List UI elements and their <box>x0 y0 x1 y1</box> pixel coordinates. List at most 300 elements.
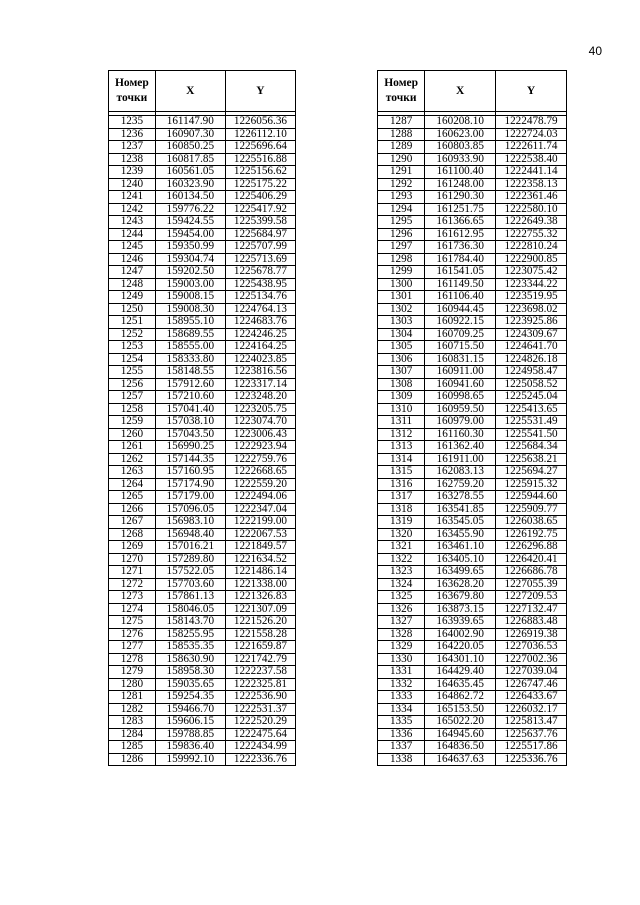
table-row <box>109 153 296 166</box>
x-value-cell: 163461.10 <box>425 541 496 554</box>
point-number-cell: 1278 <box>109 653 156 666</box>
y-value-cell: 1222611.74 <box>496 141 567 154</box>
table-row <box>109 541 296 554</box>
table-row <box>378 241 567 254</box>
point-number-cell: 1243 <box>109 216 156 229</box>
x-value-cell: 164862.72 <box>425 691 496 704</box>
x-value-cell: 161149.50 <box>425 278 496 291</box>
x-value-cell: 157160.95 <box>155 466 225 479</box>
point-number-cell: 1267 <box>109 516 156 529</box>
point-number-cell: 1293 <box>378 191 425 204</box>
x-value-cell: 161106.40 <box>425 291 496 304</box>
x-value-cell: 160803.85 <box>425 141 496 154</box>
y-value-cell: 1225707.99 <box>225 241 295 254</box>
table-row <box>378 603 567 616</box>
table-row <box>109 666 296 679</box>
x-value-cell: 158046.05 <box>155 603 225 616</box>
table-row <box>109 441 296 454</box>
point-number-cell: 1252 <box>109 328 156 341</box>
y-value-cell: 1225058.52 <box>496 378 567 391</box>
y-value-cell: 1225336.76 <box>496 753 567 766</box>
y-value-cell: 1223519.95 <box>496 291 567 304</box>
point-number-cell: 1284 <box>109 728 156 741</box>
table-row <box>109 266 296 279</box>
table-header-row <box>378 71 567 112</box>
y-value-cell: 1222067.53 <box>225 528 295 541</box>
x-value-cell: 158555.00 <box>155 341 225 354</box>
table-row <box>378 441 567 454</box>
table-row <box>109 278 296 291</box>
y-value-cell: 1226192.75 <box>496 528 567 541</box>
x-value-cell: 157016.21 <box>155 541 225 554</box>
y-value-cell: 1221659.87 <box>225 641 295 654</box>
point-number-cell: 1306 <box>378 353 425 366</box>
point-number-cell: 1333 <box>378 691 425 704</box>
header-x: X <box>425 71 496 112</box>
table-row <box>378 428 567 441</box>
table-row <box>378 516 567 529</box>
x-value-cell: 160998.65 <box>425 391 496 404</box>
table-row <box>378 141 567 154</box>
table-row <box>109 478 296 491</box>
x-value-cell: 161366.65 <box>425 216 496 229</box>
y-value-cell: 1222649.38 <box>496 216 567 229</box>
point-number-cell: 1272 <box>109 578 156 591</box>
x-value-cell: 158958.30 <box>155 666 225 679</box>
point-number-cell: 1276 <box>109 628 156 641</box>
y-value-cell: 1222336.76 <box>225 753 295 766</box>
table-row <box>109 753 296 766</box>
x-value-cell: 157041.40 <box>155 403 225 416</box>
point-number-cell: 1301 <box>378 291 425 304</box>
x-value-cell: 163541.85 <box>425 503 496 516</box>
table-row <box>109 228 296 241</box>
y-value-cell: 1226420.41 <box>496 553 567 566</box>
x-value-cell: 157038.10 <box>155 416 225 429</box>
point-number-cell: 1302 <box>378 303 425 316</box>
point-number-cell: 1241 <box>109 191 156 204</box>
x-value-cell: 160941.60 <box>425 378 496 391</box>
point-number-cell: 1261 <box>109 441 156 454</box>
table-row <box>109 691 296 704</box>
point-number-cell: 1290 <box>378 153 425 166</box>
x-value-cell: 160922.15 <box>425 316 496 329</box>
x-value-cell: 159776.22 <box>155 203 225 216</box>
table-row <box>378 566 567 579</box>
y-value-cell: 1222520.29 <box>225 716 295 729</box>
y-value-cell: 1222478.79 <box>496 116 567 129</box>
x-value-cell: 159992.10 <box>155 753 225 766</box>
table-row <box>378 278 567 291</box>
table-row <box>378 578 567 591</box>
table-row <box>378 478 567 491</box>
y-value-cell: 1222755.32 <box>496 228 567 241</box>
point-number-cell: 1335 <box>378 716 425 729</box>
x-value-cell: 162759.20 <box>425 478 496 491</box>
header-y: Y <box>496 71 567 112</box>
y-value-cell: 1222361.46 <box>496 191 567 204</box>
table-row <box>378 316 567 329</box>
table-row <box>378 291 567 304</box>
point-number-cell: 1266 <box>109 503 156 516</box>
y-value-cell: 1225541.50 <box>496 428 567 441</box>
point-number-cell: 1240 <box>109 178 156 191</box>
y-value-cell: 1221849.57 <box>225 541 295 554</box>
point-number-cell: 1307 <box>378 366 425 379</box>
point-number-cell: 1304 <box>378 328 425 341</box>
y-value-cell: 1221338.00 <box>225 578 295 591</box>
x-value-cell: 160850.25 <box>155 141 225 154</box>
x-value-cell: 163405.10 <box>425 553 496 566</box>
point-number-cell: 1298 <box>378 253 425 266</box>
table-row <box>109 241 296 254</box>
y-value-cell: 1222923.94 <box>225 441 295 454</box>
point-number-cell: 1300 <box>378 278 425 291</box>
y-value-cell: 1221742.79 <box>225 653 295 666</box>
x-value-cell: 160623.00 <box>425 128 496 141</box>
x-value-cell: 164945.60 <box>425 728 496 741</box>
point-number-cell: 1329 <box>378 641 425 654</box>
x-value-cell: 165022.20 <box>425 716 496 729</box>
table-row <box>378 266 567 279</box>
point-number-cell: 1315 <box>378 466 425 479</box>
table-row <box>378 303 567 316</box>
table-row <box>378 741 567 754</box>
x-value-cell: 165153.50 <box>425 703 496 716</box>
point-number-cell: 1291 <box>378 166 425 179</box>
table-row <box>378 541 567 554</box>
table-row <box>109 303 296 316</box>
y-value-cell: 1225245.04 <box>496 391 567 404</box>
point-number-cell: 1236 <box>109 128 156 141</box>
y-value-cell: 1225909.77 <box>496 503 567 516</box>
x-value-cell: 158630.90 <box>155 653 225 666</box>
point-number-cell: 1295 <box>378 216 425 229</box>
x-value-cell: 163628.20 <box>425 578 496 591</box>
y-value-cell: 1225944.60 <box>496 491 567 504</box>
table-row <box>109 528 296 541</box>
table-row <box>109 591 296 604</box>
table-row <box>109 728 296 741</box>
y-value-cell: 1225637.76 <box>496 728 567 741</box>
y-value-cell: 1225134.76 <box>225 291 295 304</box>
x-value-cell: 157043.50 <box>155 428 225 441</box>
table-row <box>109 403 296 416</box>
point-number-cell: 1245 <box>109 241 156 254</box>
y-value-cell: 1221486.14 <box>225 566 295 579</box>
point-number-cell: 1259 <box>109 416 156 429</box>
y-value-cell: 1222900.85 <box>496 253 567 266</box>
y-value-cell: 1221326.83 <box>225 591 295 604</box>
x-value-cell: 157179.00 <box>155 491 225 504</box>
x-value-cell: 159788.85 <box>155 728 225 741</box>
y-value-cell: 1223698.02 <box>496 303 567 316</box>
x-value-cell: 164836.50 <box>425 741 496 754</box>
y-value-cell: 1221558.28 <box>225 628 295 641</box>
y-value-cell: 1222441.14 <box>496 166 567 179</box>
point-number-cell: 1338 <box>378 753 425 766</box>
y-value-cell: 1223248.20 <box>225 391 295 404</box>
x-value-cell: 158143.70 <box>155 616 225 629</box>
table-row <box>109 603 296 616</box>
x-value-cell: 160561.05 <box>155 166 225 179</box>
x-value-cell: 160817.85 <box>155 153 225 166</box>
y-value-cell: 1224246.25 <box>225 328 295 341</box>
x-value-cell: 161541.05 <box>425 266 496 279</box>
y-value-cell: 1227039.04 <box>496 666 567 679</box>
point-number-cell: 1314 <box>378 453 425 466</box>
x-value-cell: 163455.90 <box>425 528 496 541</box>
table-row <box>109 353 296 366</box>
x-value-cell: 157861.13 <box>155 591 225 604</box>
y-value-cell: 1222559.20 <box>225 478 295 491</box>
x-value-cell: 163873.15 <box>425 603 496 616</box>
point-number-cell: 1262 <box>109 453 156 466</box>
table-row <box>109 578 296 591</box>
table-row <box>378 378 567 391</box>
point-number-cell: 1279 <box>109 666 156 679</box>
point-number-cell: 1260 <box>109 428 156 441</box>
x-value-cell: 160959.50 <box>425 403 496 416</box>
x-value-cell: 160323.90 <box>155 178 225 191</box>
point-number-cell: 1288 <box>378 128 425 141</box>
x-value-cell: 161251.75 <box>425 203 496 216</box>
point-number-cell: 1264 <box>109 478 156 491</box>
table-row <box>109 716 296 729</box>
y-value-cell: 1226883.48 <box>496 616 567 629</box>
table-row <box>109 741 296 754</box>
table-row <box>378 691 567 704</box>
x-value-cell: 156983.10 <box>155 516 225 529</box>
point-number-cell: 1317 <box>378 491 425 504</box>
point-number-cell: 1323 <box>378 566 425 579</box>
x-value-cell: 159606.15 <box>155 716 225 729</box>
x-value-cell: 159424.55 <box>155 216 225 229</box>
y-value-cell: 1225399.58 <box>225 216 295 229</box>
point-number-cell: 1274 <box>109 603 156 616</box>
y-value-cell: 1222475.64 <box>225 728 295 741</box>
table-row <box>378 453 567 466</box>
point-number-cell: 1310 <box>378 403 425 416</box>
point-number-cell: 1292 <box>378 178 425 191</box>
point-number-cell: 1277 <box>109 641 156 654</box>
table-row <box>378 391 567 404</box>
point-number-cell: 1256 <box>109 378 156 391</box>
table-row <box>378 703 567 716</box>
y-value-cell: 1222538.40 <box>496 153 567 166</box>
point-number-cell: 1296 <box>378 228 425 241</box>
y-value-cell: 1223344.22 <box>496 278 567 291</box>
y-value-cell: 1224164.25 <box>225 341 295 354</box>
y-value-cell: 1226747.46 <box>496 678 567 691</box>
y-value-cell: 1223205.75 <box>225 403 295 416</box>
x-value-cell: 160709.25 <box>425 328 496 341</box>
y-value-cell: 1225915.32 <box>496 478 567 491</box>
point-number-cell: 1294 <box>378 203 425 216</box>
point-number-cell: 1285 <box>109 741 156 754</box>
y-value-cell: 1224958.47 <box>496 366 567 379</box>
x-value-cell: 161612.95 <box>425 228 496 241</box>
table-row <box>378 253 567 266</box>
header-x: X <box>155 71 225 112</box>
x-value-cell: 160911.00 <box>425 366 496 379</box>
y-value-cell: 1221634.52 <box>225 553 295 566</box>
table-row <box>378 228 567 241</box>
point-number-cell: 1337 <box>378 741 425 754</box>
point-number-cell: 1326 <box>378 603 425 616</box>
point-number-cell: 1281 <box>109 691 156 704</box>
point-number-cell: 1265 <box>109 491 156 504</box>
table-row <box>378 641 567 654</box>
y-value-cell: 1224023.85 <box>225 353 295 366</box>
x-value-cell: 159254.35 <box>155 691 225 704</box>
table-row <box>109 366 296 379</box>
y-value-cell: 1225175.22 <box>225 178 295 191</box>
x-value-cell: 164002.90 <box>425 628 496 641</box>
point-number-cell: 1253 <box>109 341 156 354</box>
x-value-cell: 162083.13 <box>425 466 496 479</box>
x-value-cell: 157144.35 <box>155 453 225 466</box>
x-value-cell: 161362.40 <box>425 441 496 454</box>
x-value-cell: 161784.40 <box>425 253 496 266</box>
table-row <box>378 653 567 666</box>
table-row <box>109 553 296 566</box>
y-value-cell: 1225696.64 <box>225 141 295 154</box>
header-point-number: Номер точки <box>109 71 156 112</box>
table-row <box>109 191 296 204</box>
x-value-cell: 157703.60 <box>155 578 225 591</box>
y-value-cell: 1226686.78 <box>496 566 567 579</box>
x-value-cell: 159035.65 <box>155 678 225 691</box>
point-number-cell: 1328 <box>378 628 425 641</box>
y-value-cell: 1222810.24 <box>496 241 567 254</box>
table-row <box>378 328 567 341</box>
table-row <box>378 366 567 379</box>
y-value-cell: 1225413.65 <box>496 403 567 416</box>
table-row <box>378 753 567 766</box>
point-number-cell: 1269 <box>109 541 156 554</box>
table-row <box>109 653 296 666</box>
x-value-cell: 161160.30 <box>425 428 496 441</box>
y-value-cell: 1224641.70 <box>496 341 567 354</box>
point-number-cell: 1235 <box>109 116 156 129</box>
y-value-cell: 1226032.17 <box>496 703 567 716</box>
x-value-cell: 164637.63 <box>425 753 496 766</box>
table-row <box>109 416 296 429</box>
point-number-cell: 1238 <box>109 153 156 166</box>
table-row <box>109 128 296 141</box>
y-value-cell: 1226112.10 <box>225 128 295 141</box>
x-value-cell: 157174.90 <box>155 478 225 491</box>
x-value-cell: 158955.10 <box>155 316 225 329</box>
table-row <box>109 378 296 391</box>
x-value-cell: 160831.15 <box>425 353 496 366</box>
x-value-cell: 164635.45 <box>425 678 496 691</box>
y-value-cell: 1222531.37 <box>225 703 295 716</box>
x-value-cell: 159466.70 <box>155 703 225 716</box>
y-value-cell: 1221526.20 <box>225 616 295 629</box>
y-value-cell: 1221307.09 <box>225 603 295 616</box>
y-value-cell: 1222759.76 <box>225 453 295 466</box>
x-value-cell: 161290.30 <box>425 191 496 204</box>
y-value-cell: 1225684.34 <box>496 441 567 454</box>
table-row <box>378 553 567 566</box>
x-value-cell: 159304.74 <box>155 253 225 266</box>
x-value-cell: 156990.25 <box>155 441 225 454</box>
table-row <box>109 503 296 516</box>
point-number-cell: 1263 <box>109 466 156 479</box>
point-number-cell: 1258 <box>109 403 156 416</box>
y-value-cell: 1225694.27 <box>496 466 567 479</box>
x-value-cell: 156948.40 <box>155 528 225 541</box>
point-number-cell: 1270 <box>109 553 156 566</box>
y-value-cell: 1226038.65 <box>496 516 567 529</box>
x-value-cell: 159003.00 <box>155 278 225 291</box>
point-number-cell: 1321 <box>378 541 425 554</box>
y-value-cell: 1225713.69 <box>225 253 295 266</box>
table-row <box>378 678 567 691</box>
y-value-cell: 1224826.18 <box>496 353 567 366</box>
table-row <box>109 616 296 629</box>
y-value-cell: 1225531.49 <box>496 416 567 429</box>
table-row <box>109 203 296 216</box>
x-value-cell: 164429.40 <box>425 666 496 679</box>
y-value-cell: 1222237.58 <box>225 666 295 679</box>
table-row <box>109 428 296 441</box>
point-number-cell: 1286 <box>109 753 156 766</box>
x-value-cell: 159350.99 <box>155 241 225 254</box>
y-value-cell: 1222434.99 <box>225 741 295 754</box>
y-value-cell: 1227055.39 <box>496 578 567 591</box>
table-row <box>109 216 296 229</box>
point-number-cell: 1247 <box>109 266 156 279</box>
point-number-cell: 1275 <box>109 616 156 629</box>
x-value-cell: 161147.90 <box>155 116 225 129</box>
y-value-cell: 1225517.86 <box>496 741 567 754</box>
y-value-cell: 1223074.70 <box>225 416 295 429</box>
table-row <box>378 166 567 179</box>
point-number-cell: 1246 <box>109 253 156 266</box>
x-value-cell: 159836.40 <box>155 741 225 754</box>
point-number-cell: 1316 <box>378 478 425 491</box>
y-value-cell: 1226056.36 <box>225 116 295 129</box>
point-number-cell: 1250 <box>109 303 156 316</box>
point-number-cell: 1299 <box>378 266 425 279</box>
x-value-cell: 160944.45 <box>425 303 496 316</box>
y-value-cell: 1225156.62 <box>225 166 295 179</box>
point-number-cell: 1332 <box>378 678 425 691</box>
point-number-cell: 1331 <box>378 666 425 679</box>
table-row <box>109 141 296 154</box>
x-value-cell: 157289.80 <box>155 553 225 566</box>
point-number-cell: 1330 <box>378 653 425 666</box>
x-value-cell: 163499.65 <box>425 566 496 579</box>
page-number: 40 <box>588 44 602 58</box>
point-number-cell: 1268 <box>109 528 156 541</box>
point-number-cell: 1287 <box>378 116 425 129</box>
table-row <box>378 728 567 741</box>
table-row <box>378 491 567 504</box>
table-row <box>109 566 296 579</box>
y-value-cell: 1222199.00 <box>225 516 295 529</box>
y-value-cell: 1223317.14 <box>225 378 295 391</box>
y-value-cell: 1222358.13 <box>496 178 567 191</box>
x-value-cell: 163278.55 <box>425 491 496 504</box>
point-number-cell: 1325 <box>378 591 425 604</box>
point-number-cell: 1237 <box>109 141 156 154</box>
x-value-cell: 161100.40 <box>425 166 496 179</box>
coordinates-table-right <box>377 70 567 766</box>
